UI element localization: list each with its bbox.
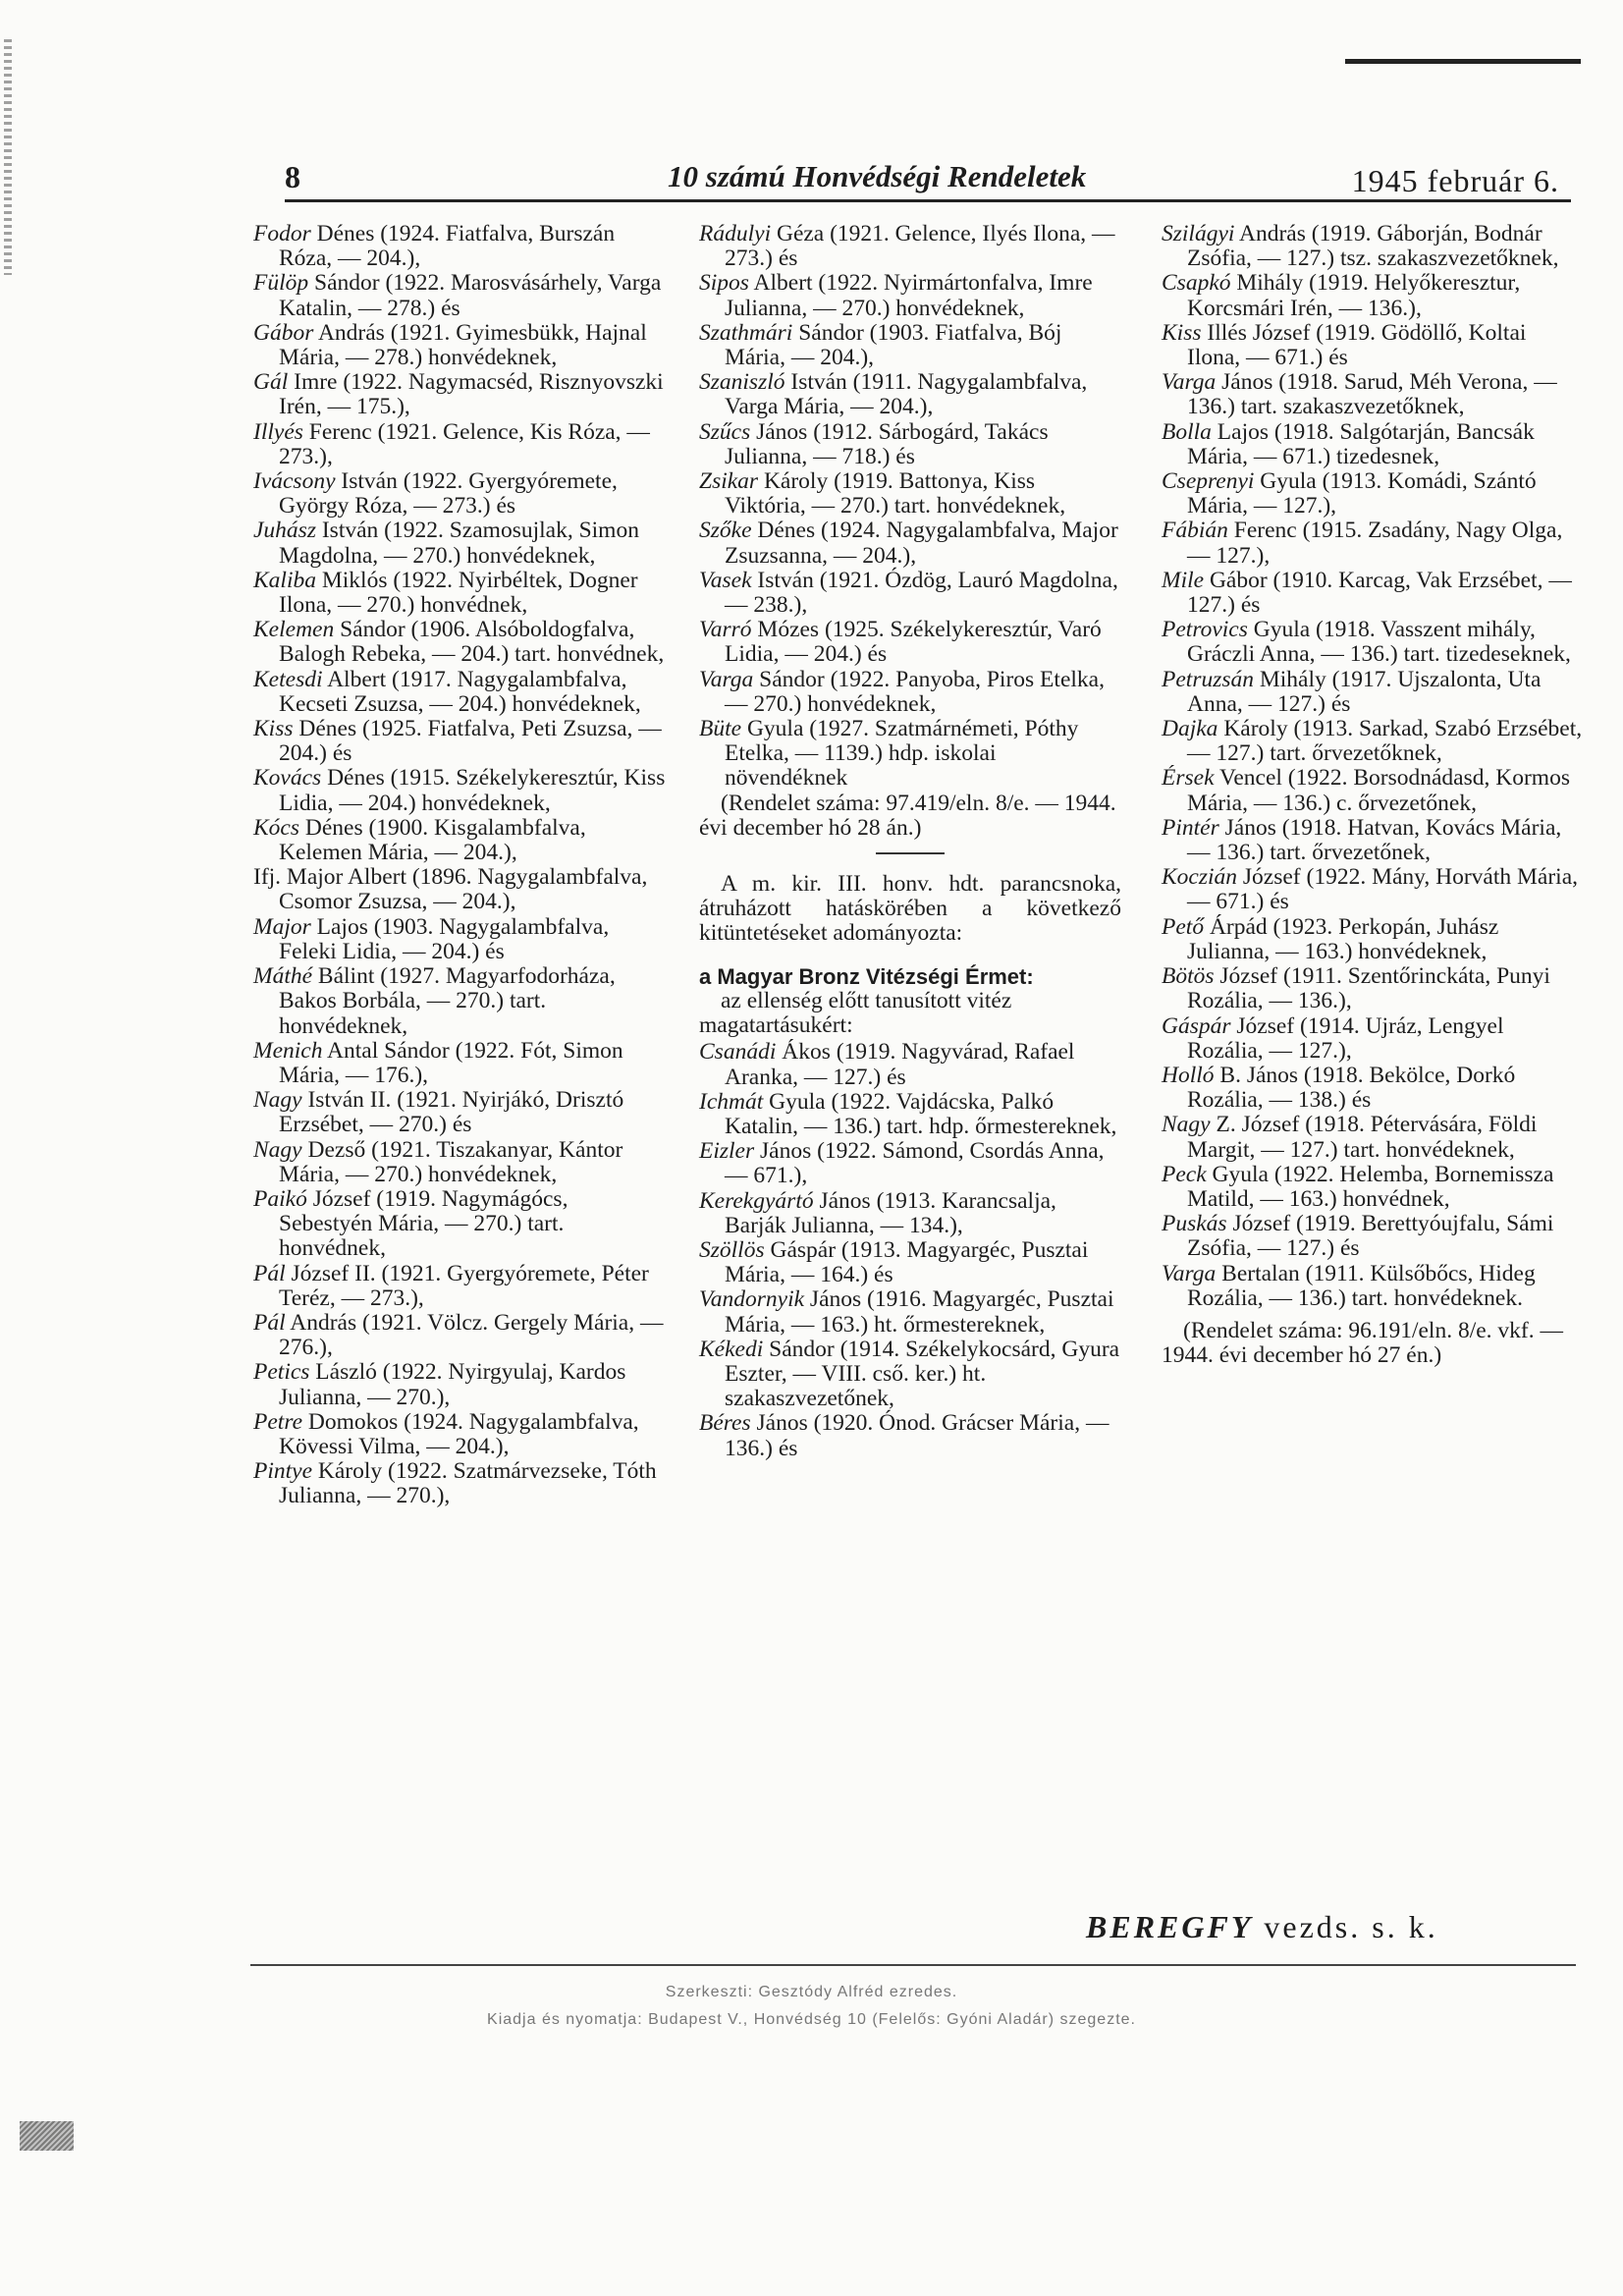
entry-details: Lajos (1903. Nagygalambfalva, Feleki Lidia, — 204.) és	[279, 913, 610, 964]
entry-surname: Kaliba	[253, 567, 316, 593]
entry	[253, 271, 666, 320]
entry-details: József (1919. Berettyóujfalu, Sámi Zsófia, — 127.) és	[1187, 1211, 1554, 1262]
entry	[1162, 569, 1584, 618]
entry-surname: Varga	[699, 666, 754, 692]
entry	[253, 618, 666, 667]
entry	[1162, 816, 1584, 865]
entry	[1162, 915, 1584, 964]
entry-surname: Vasek	[699, 567, 752, 593]
entry	[253, 1138, 666, 1187]
entry-details: Ákos (1919. Nagyvárad, Rafael Aranka, — 127.) és	[725, 1039, 1075, 1090]
signatory-title: vezds. s. k.	[1253, 1909, 1438, 1944]
entry-details: Ifj. Major Albert (1896. Nagygalambfalva, Csomor Zsuzsa, — 204.),	[253, 864, 648, 915]
entry	[699, 1238, 1121, 1287]
entry	[1162, 1262, 1584, 1311]
entry-details: Sándor (1922. Panyoba, Piros Etelka, — 270.) honvédeknek,	[725, 666, 1105, 717]
entry-details: János (1922. Sámond, Csordás Anna, — 671.),	[725, 1138, 1105, 1189]
entry-surname: Fodor	[253, 221, 311, 246]
entry-details: Gábor (1910. Karcag, Vak Erzsébet, — 127.) és	[1187, 567, 1572, 619]
entry	[253, 1262, 666, 1311]
entry	[253, 222, 666, 271]
entry-surname: Menich	[253, 1037, 323, 1064]
entry-surname: Bötös	[1162, 963, 1215, 990]
entry-details: László (1922. Nyirgyulaj, Kardos Julianna, — 270.),	[279, 1359, 626, 1410]
entry-details: Dénes (1915. Székelykeresztúr, Kiss Lidia, — 204.) honvédeknek,	[279, 765, 666, 816]
entry-details: János (1920. Ónod. Grácser Mária, — 136.) és	[725, 1410, 1109, 1461]
award-intro: A m. kir. III. honv. hdt. parancsnoka, átruházott hatáskörében a következő kitüntetéseket adományozta:	[699, 871, 1121, 947]
entry-details: Dénes (1925. Fiatfalva, Peti Zsuzsa, — 204.) és	[279, 716, 662, 767]
entry-details: Lajos (1918. Salgótarján, Bancsák Mária, — 671.) tizedesnek,	[1187, 418, 1535, 469]
entry-details: Vencel (1922. Borsodnádasd, Kormos Mária, — 136.) c. őrvezetőnek,	[1187, 765, 1570, 816]
entry-surname: Petruzsán	[1162, 666, 1254, 692]
entry-details: István (1911. Nagygalambfalva, Varga Mária, — 204.),	[725, 369, 1088, 420]
entry-surname: Kerekgyártó	[699, 1187, 814, 1214]
entry	[1162, 1163, 1584, 1212]
entry	[699, 370, 1121, 419]
entry-surname: Peck	[1162, 1161, 1207, 1187]
entry-surname: Varró	[699, 617, 752, 643]
entry	[253, 469, 666, 519]
entry-surname: Kiss	[1162, 319, 1202, 346]
entry-details: Miklós (1922. Nyirbéltek, Dogner Ilona, — 270.) honvédnek,	[279, 567, 638, 619]
entry	[1162, 271, 1584, 320]
entry-surname: Kiss	[253, 716, 294, 742]
entry	[253, 1088, 666, 1137]
entry	[699, 1189, 1121, 1238]
signature	[1086, 1909, 1438, 1945]
entry-details: Sándor (1903. Fiatfalva, Bój Mária, — 204.),	[725, 319, 1062, 371]
entry-surname: Cseprenyi	[1162, 468, 1255, 495]
entry-surname: Kovács	[253, 765, 322, 792]
entry-surname: Major	[253, 913, 311, 940]
entry-surname: Béres	[699, 1410, 751, 1437]
entry-details: Sándor (1922. Marosvásárhely, Varga Katalin, — 278.) és	[279, 270, 662, 321]
entry	[699, 1287, 1121, 1337]
entry	[253, 1039, 666, 1088]
entry-surname: Gáspár	[1162, 1012, 1231, 1039]
entry-details: Gyula (1927. Szatmárnémeti, Póthy Etelka, — 1139.) hdp. iskolai növendéknek	[725, 716, 1079, 792]
entry-surname: Ketesdi	[253, 666, 323, 692]
entry-details: János (1918. Hatvan, Kovács Mária, — 136.) tart. őrvezetőnek,	[1187, 814, 1562, 866]
entry-details: Géza (1921. Gelence, Ilyés Ilona, — 273.) és	[725, 221, 1115, 272]
entry-surname: Nagy	[253, 1087, 302, 1114]
entry-details: Árpád (1923. Perkopán, Juhász Julianna, — 163.) honvédeknek,	[1187, 913, 1499, 964]
entry	[699, 321, 1121, 370]
page-header	[285, 159, 1571, 198]
imprint-publisher: Kiadja és nyomatja: Budapest V., Honvédség 10 (Felelős: Gyóni Aladár) szegezte.	[487, 2011, 1136, 2028]
entry	[1162, 321, 1584, 370]
entry	[253, 964, 666, 1039]
entry-details: József (1914. Ujráz, Lengyel Rozália, — 127.),	[1187, 1012, 1504, 1064]
entry	[253, 816, 666, 865]
entry-details: Dénes (1924. Fiatfalva, Burszán Róza, — 204.),	[279, 221, 616, 272]
entry-surname: Fülöp	[253, 270, 309, 297]
entry-surname: Pál	[253, 1260, 286, 1286]
entry	[699, 569, 1121, 618]
entry	[699, 222, 1121, 271]
entry	[253, 766, 666, 815]
top-rule	[1345, 59, 1581, 64]
entry-details: István II. (1921. Nyirjákó, Drisztó Erzsébet, — 270.) és	[279, 1087, 624, 1138]
decree-reference: (Rendelet száma: 96.191/eln. 8/e. vkf. — 1944. évi december hó 27 én.)	[1162, 1317, 1563, 1369]
entry-surname: Szathmári	[699, 319, 793, 346]
entry-details: András (1921. Völcz. Gergely Mária, — 276.),	[279, 1309, 664, 1361]
header-rule	[285, 199, 1571, 202]
column-2-entries	[699, 222, 1121, 792]
entry	[253, 865, 666, 914]
binding-mark	[4, 39, 12, 275]
entry	[699, 1090, 1121, 1139]
entry-surname: Gál	[253, 369, 289, 396]
entry	[1162, 1064, 1584, 1113]
entry-surname: Nagy	[1162, 1112, 1211, 1138]
publication-title: 10 számú Honvédségi Rendeletek	[668, 159, 1087, 193]
entry	[699, 1338, 1121, 1412]
imprint	[0, 1984, 1623, 2039]
column-1	[253, 222, 666, 1509]
entry-surname: Nagy	[253, 1136, 302, 1163]
entry	[1162, 618, 1584, 667]
entry	[699, 717, 1121, 792]
entry-surname: Zsikar	[699, 468, 759, 495]
entry	[253, 1459, 666, 1508]
entry	[253, 370, 666, 419]
section-divider	[876, 852, 945, 854]
entry	[1162, 717, 1584, 766]
entry-surname: Mile	[1162, 567, 1205, 593]
entry-details: Ferenc (1921. Gelence, Kis Róza, — 273.),	[279, 418, 650, 469]
entry	[253, 569, 666, 618]
entry-surname: Dajka	[1162, 716, 1218, 742]
entry-surname: Gábor	[253, 319, 314, 346]
entry-details: Mihály (1919. Helyőkeresztur, Korcsmári Irén, — 136.),	[1187, 270, 1521, 321]
entry-details: András (1919. Gáborján, Bodnár Zsófia, — 127.) tsz. szakaszvezetőknek,	[1187, 221, 1559, 272]
entry-surname: Máthé	[253, 963, 313, 990]
entry-surname: Pintér	[1162, 814, 1219, 841]
entry-surname: Fábián	[1162, 518, 1228, 544]
entry-details: Albert (1917. Nagygalambfalva, Kecseti Zsuzsa, — 204.) honvédeknek,	[279, 666, 641, 717]
entry-details: Mózes (1925. Székelykeresztúr, Varó Lidia, — 204.) és	[725, 617, 1102, 668]
entry-surname: Kócs	[253, 814, 299, 841]
entry	[253, 519, 666, 568]
entry-surname: Varga	[1162, 369, 1217, 396]
entry-details: Ferenc (1915. Zsadány, Nagy Olga, — 127.),	[1187, 518, 1563, 569]
page-number: 8	[285, 159, 300, 194]
medal-reason: az ellenség előtt tanusított vitéz magatartásukért:	[699, 987, 1012, 1039]
entry-details: Antal Sándor (1922. Fót, Simon Mária, — 176.),	[279, 1037, 623, 1088]
entry-details: János (1912. Sárbogárd, Takács Julianna, — 718.) és	[725, 418, 1049, 469]
entry-surname: Érsek	[1162, 765, 1215, 792]
entry-surname: Rádulyi	[699, 221, 772, 246]
entry-details: István (1921. Ózdög, Lauró Magdolna, — 238.),	[725, 567, 1118, 619]
footer-rule	[250, 1964, 1576, 1966]
entry-details: Bertalan (1911. Külsőbőcs, Hideg Rozália, — 136.) tart. honvédeknek.	[1187, 1260, 1536, 1311]
entry-surname: Pál	[253, 1309, 286, 1336]
entry-details: Sándor (1914. Székelykocsárd, Gyura Eszter, — VIII. cső. ker.) ht. szakaszvezetőnek,	[725, 1336, 1120, 1412]
entry-surname: Csanádi	[699, 1039, 777, 1066]
corner-mark	[20, 2121, 74, 2151]
entry	[1162, 1014, 1584, 1064]
entry-surname: Sipos	[699, 270, 749, 297]
entry-details: József (1919. Nagymágócs, Sebestyén Mária, — 270.) tart. honvédnek,	[279, 1185, 568, 1262]
entry	[1162, 766, 1584, 815]
entry-surname: Ivácsony	[253, 468, 336, 495]
entry-surname: Illyés	[253, 418, 303, 445]
entry-details: József (1911. Szentőrinckáta, Punyi Rozália, — 136.),	[1187, 963, 1550, 1014]
decree-reference: (Rendelet száma: 97.419/eln. 8/e. — 1944. évi december hó 28 án.)	[699, 790, 1116, 841]
imprint-editor: Szerkeszti: Gesztódy Alfréd ezredes.	[665, 1984, 958, 2000]
entry-surname: Büte	[699, 716, 742, 742]
entry	[1162, 865, 1584, 914]
entry-details: János (1918. Sarud, Méh Verona, — 136.) tart. szakaszvezetőknek,	[1187, 369, 1557, 420]
column-3-entries	[1162, 222, 1584, 1311]
entry-surname: Puskás	[1162, 1211, 1227, 1237]
entry-details: Gyula (1913. Komádi, Szántó Mária, — 127.),	[1187, 468, 1537, 519]
entry-details: Imre (1922. Nagymacséd, Risznyovszki Irén, — 175.),	[279, 369, 664, 420]
entry-surname: Pintye	[253, 1458, 313, 1485]
entry-details: József (1922. Mány, Horváth Mária, — 671.) és	[1187, 864, 1579, 915]
entry-surname: Ichmát	[699, 1088, 764, 1115]
entry-details: András (1921. Gyimesbükk, Hajnal Mária, — 278.) honvédeknek,	[279, 319, 647, 371]
entry-details: Dénes (1924. Nagygalambfalva, Major Zsuzsanna, — 204.),	[725, 518, 1118, 569]
entry-surname: Szöllös	[699, 1236, 765, 1263]
entry-surname: Petics	[253, 1359, 310, 1386]
entry	[699, 469, 1121, 519]
entry-surname: Eizler	[699, 1138, 755, 1165]
entry-surname: Csapkó	[1162, 270, 1231, 297]
entry-details: Károly (1913. Sarkad, Szabó Erzsébet, — 127.) tart. őrvezetőknek,	[1187, 716, 1583, 767]
issue-date: 1945 február 6.	[1351, 163, 1559, 198]
entry	[699, 618, 1121, 667]
entry-details: Sándor (1906. Alsóboldogfalva, Balogh Rebeka, — 204.) tart. honvédnek,	[279, 617, 665, 668]
medal-heading: a Magyar Bronz Vitézségi Érmet:	[699, 963, 1034, 989]
column-3	[1162, 222, 1584, 1368]
entry-details: Albert (1922. Nyirmártonfalva, Imre Julianna, — 270.) honvédeknek,	[725, 270, 1093, 321]
entry-details: B. János (1918. Bekölce, Dorkó Rozália, — 138.) és	[1187, 1062, 1516, 1114]
entry-details: István (1922. Szamosujlak, Simon Magdolna, — 270.) honvédeknek,	[279, 518, 639, 569]
entry	[699, 668, 1121, 717]
entry	[253, 1187, 666, 1262]
entry	[1162, 1212, 1584, 1261]
column-2	[699, 222, 1121, 1461]
entry	[253, 717, 666, 766]
entry	[1162, 222, 1584, 271]
entry-details: István (1922. Gyergyóremete, György Róza, — 273.) és	[279, 468, 618, 519]
entry-details: Illés József (1919. Gödöllő, Koltai Ilona, — 671.) és	[1187, 319, 1527, 371]
entry-surname: Vandornyik	[699, 1286, 805, 1313]
entry-surname: Bolla	[1162, 418, 1212, 445]
entry-surname: Szilágyi	[1162, 221, 1235, 246]
entry-details: Gyula (1922. Vajdácska, Palkó Katalin, — 136.) tart. hdp. őrmestereknek,	[725, 1088, 1117, 1139]
entry	[253, 321, 666, 370]
entry-details: János (1916. Magyargéc, Pusztai Mária, — 163.) ht. őrmestereknek,	[725, 1286, 1114, 1338]
entry-surname: Kékedi	[699, 1336, 764, 1362]
entry	[1162, 668, 1584, 717]
entry-surname: Pető	[1162, 913, 1205, 940]
entry-surname: Holló	[1162, 1062, 1215, 1088]
entry-details: János (1913. Karancsalja, Barják Julianna, — 134.),	[725, 1187, 1056, 1238]
entry-surname: Varga	[1162, 1260, 1217, 1286]
entry-surname: Kelemen	[253, 617, 335, 643]
entry-surname: Juhász	[253, 518, 316, 544]
entry	[1162, 420, 1584, 469]
entry	[699, 1411, 1121, 1460]
entry-details: Károly (1919. Battonya, Kiss Viktória, — 270.) tart. honvédeknek,	[725, 468, 1066, 519]
entry-details: Z. József (1918. Pétervására, Földi Margit, — 127.) tart. honvédeknek,	[1187, 1112, 1538, 1163]
entry	[699, 420, 1121, 469]
entry	[699, 1139, 1121, 1188]
entry	[253, 1311, 666, 1360]
entry-details: Mihály (1917. Ujszalonta, Uta Anna, — 127.) és	[1187, 666, 1542, 717]
entry	[1162, 1113, 1584, 1162]
entry	[1162, 370, 1584, 419]
entry-details: Dénes (1900. Kisgalambfalva, Kelemen Mária, — 204.),	[279, 814, 586, 866]
entry-details: Gyula (1918. Vasszent mihály, Gráczli Anna, — 136.) tart. tizedeseknek,	[1187, 617, 1571, 668]
entry-surname: Szűcs	[699, 418, 751, 445]
entry	[253, 1410, 666, 1459]
entry-surname: Paikó	[253, 1185, 307, 1212]
entry	[1162, 964, 1584, 1013]
entry	[253, 420, 666, 469]
entry-surname: Petre	[253, 1408, 303, 1435]
entry-details: József II. (1921. Gyergyóremete, Péter Teréz, — 273.),	[279, 1260, 649, 1311]
entry	[699, 519, 1121, 568]
entry	[699, 271, 1121, 320]
entry-details: Dezső (1921. Tiszakanyar, Kántor Mária, — 270.) honvédeknek,	[279, 1136, 623, 1187]
entry-details: Gáspár (1913. Magyargéc, Pusztai Mária, — 164.) és	[725, 1236, 1089, 1288]
entry-details: Károly (1922. Szatmárvezseke, Tóth Julianna, — 270.),	[279, 1458, 657, 1509]
entry-details: Domokos (1924. Nagygalambfalva, Kövessi Vilma, — 204.),	[279, 1408, 639, 1459]
entry	[699, 1040, 1121, 1089]
entry-details: Bálint (1927. Magyarfodorháza, Bakos Borbála, — 270.) tart. honvédeknek,	[279, 963, 616, 1039]
entry	[253, 1360, 666, 1409]
column-2-award-entries	[699, 1040, 1121, 1460]
entry	[1162, 469, 1584, 519]
entry	[253, 668, 666, 717]
entry	[1162, 519, 1584, 568]
signatory-name: BEREGFY	[1086, 1909, 1254, 1944]
entry-surname: Petrovics	[1162, 617, 1248, 643]
entry-surname: Szaniszló	[699, 369, 785, 396]
entry	[253, 915, 666, 964]
entry-surname: Koczián	[1162, 864, 1238, 891]
entry-details: Gyula (1922. Helemba, Bornemissza Matild, — 163.) honvédnek,	[1187, 1161, 1554, 1212]
entry-surname: Szőke	[699, 518, 752, 544]
